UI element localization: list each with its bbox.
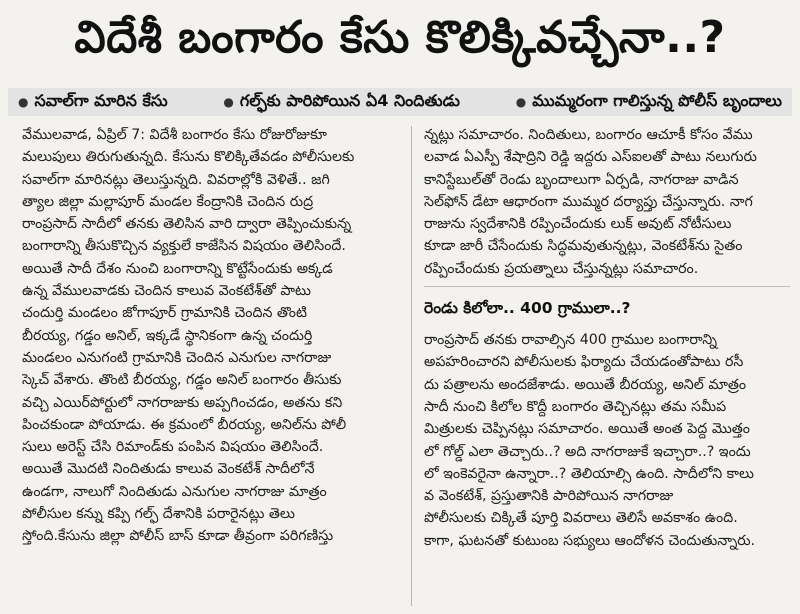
text-line: దు పత్రాలను అందజేశాడు. అయితే బీరయ్య, అనిల్ మాత్రం [424,376,747,393]
text-line: మండలం ఎనుగంటి గ్రామానికి చెందిన ఎనుగుల నాగరాజు [22,349,332,366]
text-line: లవాడ ఏఎస్పీ శేషాద్రిని రెడ్డి ఇద్దరు ఎస్ఐలతో పాటు నలుగురు [424,149,757,166]
bullet-icon: ● [18,95,29,109]
subheading: రెండు కిలోలా.. 400 గ్రాములా..? [424,299,631,318]
text-line: రప్పించేందుకు ప్రయత్నాలు చేస్తున్నట్లు సమాచారం. [424,260,699,277]
section-rule [424,286,790,287]
text-line: సెల్‌ఫోన్ డేటా ఆధారంగా ముమ్మర దర్యాప్తు చేస్తున్నారు. నాగ [424,193,753,210]
text-line: కూడా జారీ చేసేందుకు సిద్ధమవుతున్నట్లు, వెంకటేశ్‌ను సైతం [424,238,743,255]
text-line: సులు అరెస్ట్ చేసి రిమాండ్‌కు పంపిన విషయం తెలిసిందే. [22,439,324,456]
text-line: అయితే మొదటి నిందితుడు కాలువ వెంకటేశ్ సాదీలోనే [22,461,315,478]
left-column [22,124,402,608]
text-line: రాంప్రసాద్ తనకు రావాల్సిన 400 గ్రాముల బంగారాన్ని [424,332,718,349]
text-line: అపహరించారని పోలీసులకు ఫిర్యాదు చేయడంతోపాటు రసీ [424,354,744,371]
column-divider [411,126,412,606]
text-line: అయితే సాదీ దేశం నుంచి బంగారాన్ని కొట్టేసేందుకు అక్కడ [22,260,333,277]
bullet-icon: ● [515,95,527,109]
text-line: రాజును స్వదేశానికి రప్పించేందుకు లుక్ అవుట్ నోటీసులు [424,216,732,233]
text-line: వేములవాడ, ఏప్రిల్ 7: విదేశీ బంగారం కేసు రోజురోజుకూ [22,127,327,143]
text-line: న్నట్లు సమాచారం. నిందితులు, బంగారం ఆచూకీ కోసం వేము [424,127,753,143]
text-line: ఉన్న వేములవాడకు చెందిన కాలువ వెంకటేశ్‌తో పాటు [22,283,311,300]
strap-item [18,91,168,114]
text-line: స్కెచ్ వేశారు. తొంటి బీరయ్య, గడ్డం అనిల్ బంగారం తీసుకు [22,372,342,389]
text-line: పించకుండా పోయాడు. ఈ క్రమంలో బీరయ్య, అనిల్‌ను పోలీ [22,416,347,433]
text-line: లో గోల్డ్ ఎలా తెచ్చారు..? అది నాగరాజుకే ఇచ్చారా..? ఇందు [424,443,751,460]
right-column [424,124,790,608]
text-line: మిత్రులకు చెప్పినట్లు సమాచారం. అయితే అంత పెద్ద మొత్తం [424,421,750,438]
strap-item [223,91,460,114]
right-column-top [424,124,790,280]
strap-text: ముమ్మరంగా గాలిస్తున్న పోలీస్ బృందాలు [532,90,782,110]
text-line: పోలీసులకు చిక్కితే పూర్తి వివరాలు తెలిసే అవకాశం ఉంది. [424,510,738,527]
headline: విదేశీ బంగారం కేసు కొలిక్కివచ్చేనా..? [74,12,726,63]
strap-text: సవాల్‌గా మారిన కేసు [34,90,168,110]
text-line: రాంప్రసాద్ సాదీలో తనకు తెలిసిన వారి ద్వారా తెప్పించుకున్న [22,216,352,233]
text-line: బీరయ్య, గడ్డం అనిల్, ఇక్కడే స్థానికంగా ఉన్న చందుర్తి [22,327,313,344]
text-line: వచ్చి ఎయిర్‌పోర్టులో నాగరాజుకు అప్పగించడం, అతను కని [22,394,343,411]
text-line: చందుర్తి మండలం జోగాపూర్ గ్రామానికి చెందిన తొంటి [22,305,307,322]
bullet-icon: ● [223,95,234,109]
text-line: సాదీ నుంచి కిలోల కొద్దీ బంగారం తెచ్చినట్లు తమ సమీప [424,398,727,415]
text-line: సవాల్‌గా మారినట్లు తెలుస్తున్నది. వివరాల్లోకి వెళితే.. జగి [22,171,330,188]
text-line: ఉండగా, నాలుగో నిందితుడు ఎనుగుల నాగరాజు మాత్రం [22,483,327,500]
text-line: బంగారాన్ని తీసుకొచ్చిన వ్యక్తులే కాజేసిన విషయం తెలిసిందే. [22,238,346,255]
strap-text: గల్ఫ్‌కు పారిపోయిన ఏ4 నిందితుడు [239,90,460,110]
text-line: పోలీసుల కన్ను కప్పి గల్ఫ్ దేశానికి పరారైనట్లు తెలు [22,506,295,523]
text-line: కాగా, ఘటనతో కుటుంబ సభ్యులు ఆందోళన చెందుతున్నారు. [424,532,756,549]
text-line: కానిస్టేబుల్‌తో రెండు బృందాలుగా ఏర్పడి, నాగరాజు వాడిన [424,171,739,188]
strap-bar [8,88,792,116]
text-line: త్యాల జిల్లా మల్లాపూర్ మండల కేంద్రానికి చెందిన రుద్ర [22,193,314,210]
text-line: లో ఇంకెవరైనా ఉన్నారా..? తెలియాల్సి ఉంది. సాదీలోని కాలు [424,465,754,482]
strap-item [516,91,782,114]
right-column-bottom [424,329,790,552]
text-line: వ వెంకటేశ్, ప్రస్తుతానికి పారిపోయిన నాగరాజు [424,488,674,505]
text-line: స్తోంది.కేసును జిల్లా పోలీస్ బాస్ కూడా తీవ్రంగా పరిగణిస్తు [22,528,334,545]
text-line: మలుపులు తిరుగుతున్నది. కేసును కొలిక్కితేవడం పోలీసులకు [22,149,355,166]
